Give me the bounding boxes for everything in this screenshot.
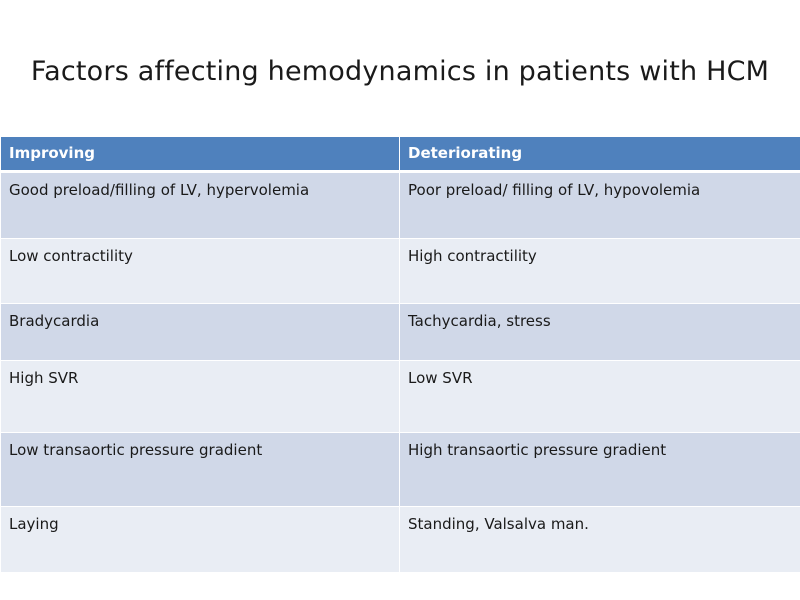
cell-deteriorating: Tachycardia, stress (400, 303, 800, 360)
table-row (1, 506, 800, 572)
slide-title: Factors affecting hemodynamics in patients with HCM (30, 56, 770, 87)
table-header-row (1, 137, 800, 171)
header-improving: Improving (1, 137, 400, 171)
cell-improving: Bradycardia (1, 303, 400, 360)
cell-deteriorating: Standing, Valsalva man. (400, 506, 800, 572)
cell-improving: Laying (1, 506, 400, 572)
table-row (1, 171, 800, 238)
factors-table (0, 137, 800, 573)
header-deteriorating: Deteriorating (400, 137, 800, 171)
cell-improving: Good preload/filling of LV, hypervolemia (1, 171, 400, 238)
cell-improving: High SVR (1, 360, 400, 432)
cell-deteriorating: Poor preload/ filling of LV, hypovolemia (400, 171, 800, 238)
cell-deteriorating: High contractility (400, 238, 800, 303)
table-row (1, 303, 800, 360)
table-row (1, 360, 800, 432)
table-row (1, 238, 800, 303)
cell-improving: Low transaortic pressure gradient (1, 432, 400, 506)
cell-deteriorating: High transaortic pressure gradient (400, 432, 800, 506)
table-row (1, 432, 800, 506)
cell-deteriorating: Low SVR (400, 360, 800, 432)
cell-improving: Low contractility (1, 238, 400, 303)
